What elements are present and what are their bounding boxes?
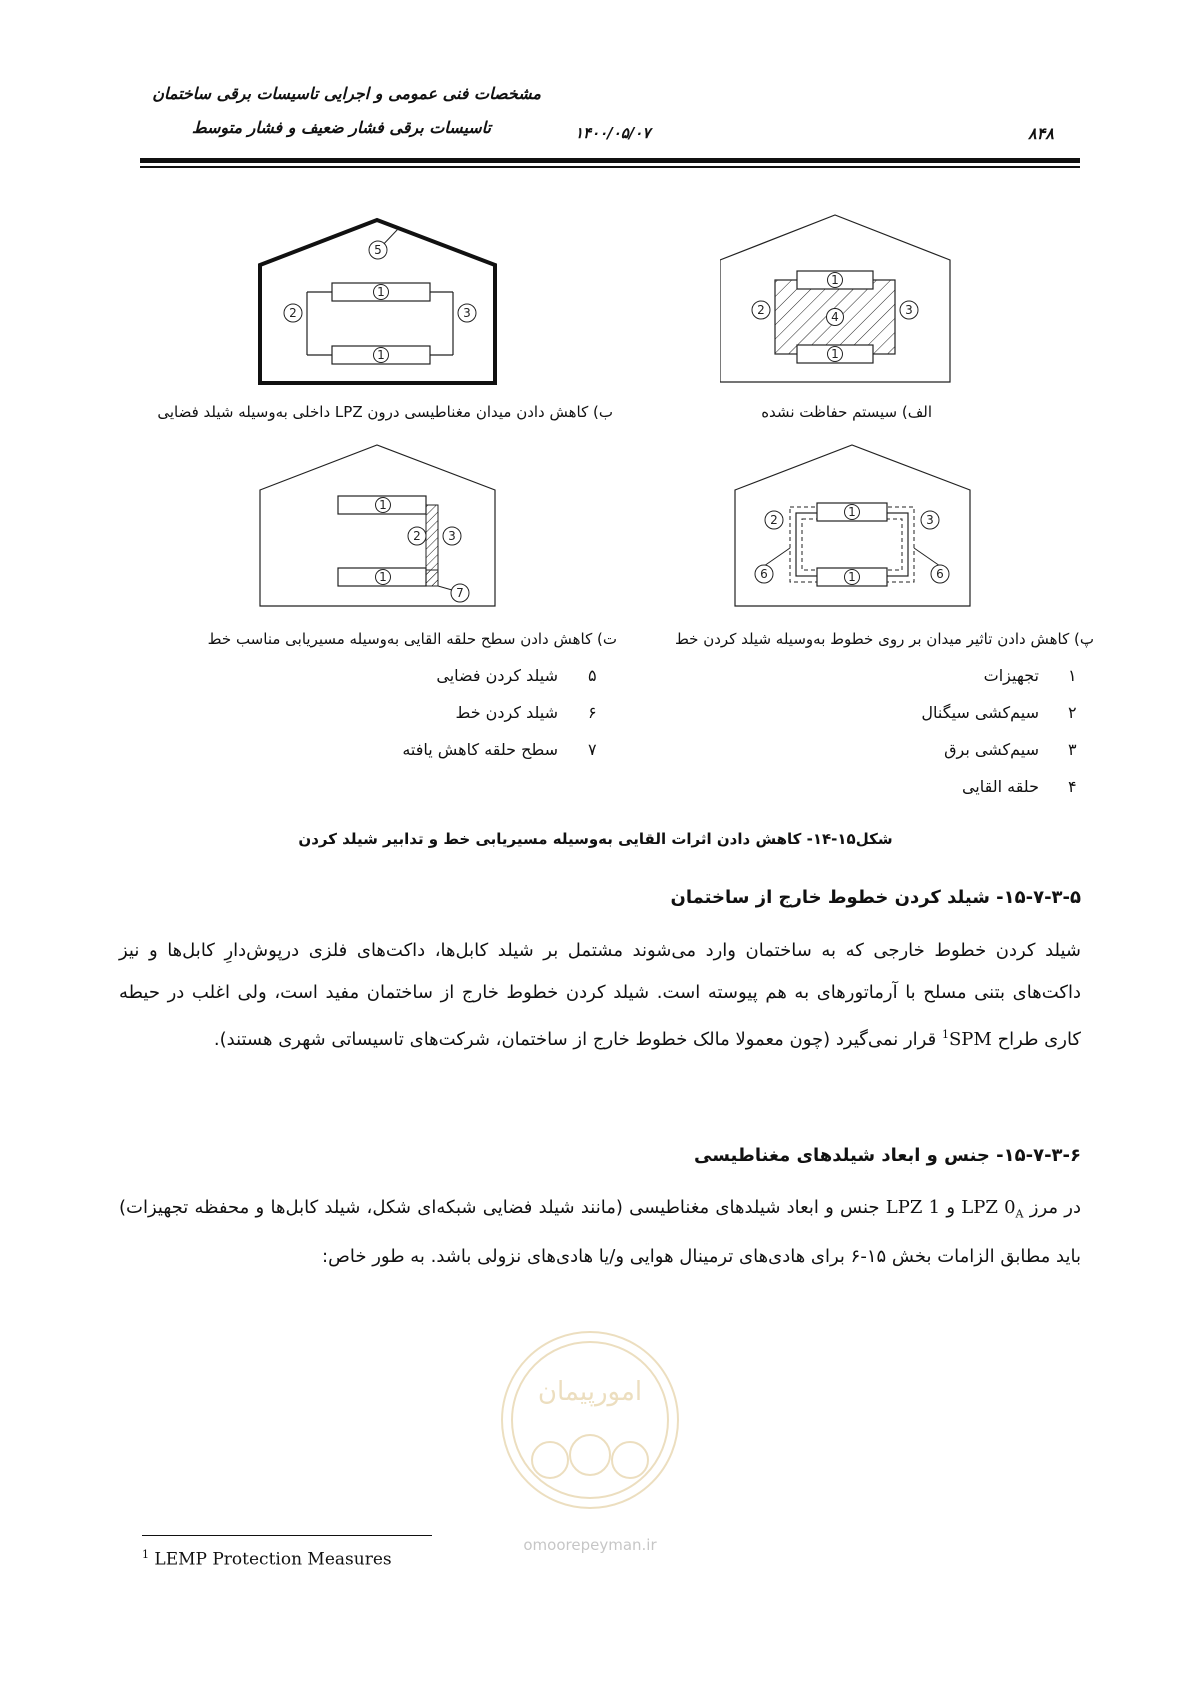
marker-equipment: 1 bbox=[379, 570, 387, 584]
marker-equipment: 1 bbox=[377, 285, 385, 299]
figure-panel-c bbox=[730, 440, 980, 612]
marker-induction-loop: 4 bbox=[831, 310, 839, 324]
footnote-number: 1 bbox=[142, 1548, 149, 1561]
section-heading: ۱۵-۷-۳-۶- جنس و ابعاد شیلدهای مغناطیسی bbox=[694, 1145, 1081, 1166]
marker-equipment: 1 bbox=[831, 273, 839, 287]
caption-panel-a: الف) سیستم حفاظت نشده bbox=[761, 403, 932, 421]
footnote bbox=[142, 1548, 392, 1570]
marker-power-wiring: 3 bbox=[448, 529, 456, 543]
marker-equipment: 1 bbox=[377, 348, 385, 362]
legend-text: سیم‌کشی برق bbox=[944, 740, 1039, 759]
legend-text: تجهیزات bbox=[983, 666, 1039, 685]
legend-number: ۲ bbox=[1068, 703, 1077, 722]
watermark-url: omoorepeyman.ir bbox=[523, 1536, 657, 1554]
header-rule-thin bbox=[140, 166, 1080, 168]
figure-caption: شکل۱۵-۱۴- کاهش دادن اثرات القایی به‌وسیله مسیریابی خط و تدابیر شیلد کردن bbox=[298, 830, 893, 848]
caption-panel-b: ب) کاهش دادن میدان مغناطیسی درون LPZ داخلی به‌وسیله شیلد فضایی bbox=[157, 403, 613, 421]
caption-panel-c: پ) کاهش دادن تاثیر میدان بر روی خطوط به‌وسیله شیلد کردن خط bbox=[674, 630, 1094, 648]
legend-number: ۷ bbox=[588, 740, 597, 759]
marker-signal-wiring: 2 bbox=[770, 513, 778, 527]
legend-number: ۱ bbox=[1068, 666, 1077, 685]
legend-text: حلقه القایی bbox=[961, 777, 1039, 796]
legend-number: ۶ bbox=[588, 703, 597, 722]
marker-line-shield: 6 bbox=[760, 567, 768, 581]
marker-equipment: 1 bbox=[848, 570, 856, 584]
figure-panel-d bbox=[255, 440, 505, 612]
marker-equipment: 1 bbox=[831, 347, 839, 361]
marker-equipment: 1 bbox=[848, 505, 856, 519]
footnote-ref: 1 bbox=[941, 1028, 949, 1041]
marker-line-shield: 6 bbox=[936, 567, 944, 581]
marker-power-wiring: 3 bbox=[463, 306, 471, 320]
legend-number: ۴ bbox=[1068, 777, 1077, 796]
zone-lpz1: LPZ 1 bbox=[885, 1197, 941, 1218]
page-number: ۸۴۸ bbox=[1028, 124, 1054, 143]
abbr-spm: $^1$SPM bbox=[941, 1028, 992, 1050]
header-rule-thick bbox=[140, 158, 1080, 163]
header-date: ۱۴۰۰/۰۵/۰۷ bbox=[575, 124, 651, 142]
section-heading: ۱۵-۷-۳-۵- شیلد کردن خطوط خارج از ساختمان bbox=[670, 887, 1081, 908]
figure-panel-b bbox=[255, 215, 505, 388]
legend-text: شیلد کردن خط bbox=[455, 703, 558, 722]
caption-panel-d: ت) کاهش دادن سطح حلقه القایی به‌وسیله مسیریابی مناسب خط bbox=[207, 630, 617, 648]
legend-text: سیم‌کشی سیگنال bbox=[921, 703, 1039, 722]
marker-reduced-loop: 7 bbox=[456, 586, 464, 600]
paragraph-text: و bbox=[946, 1197, 956, 1218]
footnote-rule bbox=[142, 1535, 432, 1536]
legend-number: ۳ bbox=[1068, 740, 1077, 759]
marker-power-wiring: 3 bbox=[905, 303, 913, 317]
paragraph bbox=[119, 1187, 1081, 1278]
zone-lpz0a: LPZ $0_A$ bbox=[961, 1197, 1024, 1221]
marker-signal-wiring: 2 bbox=[413, 529, 421, 543]
legend-text: سطح حلقه کاهش یافته bbox=[402, 740, 558, 759]
watermark-logo-text: امورپیمان bbox=[537, 1377, 643, 1407]
marker-signal-wiring: 2 bbox=[289, 306, 297, 320]
watermark-logo bbox=[490, 1320, 690, 1570]
legend-number: ۵ bbox=[588, 666, 597, 685]
paragraph bbox=[119, 930, 1081, 1061]
figure-panel-a bbox=[720, 210, 980, 388]
marker-equipment: 1 bbox=[379, 498, 387, 512]
paragraph-text: شیلد کردن خطوط خارجی که به ساختمان وارد می‌شوند مشتمل بر شیلد کابل‌ها، داکت‌های فلزی درپوش‌دارِ کابل‌ها و نیز داکت‌های بتنی مسلح با آرماتورهای به هم پیوسته است. شیلد کردن خطوط خارج از ساختمان مفید است، ولی اغلب در حیطه کاری طراح bbox=[119, 940, 1081, 1050]
footnote-text: LEMP Protection Measures bbox=[154, 1549, 392, 1570]
marker-signal-wiring: 2 bbox=[757, 303, 765, 317]
paragraph-text: جنس و ابعاد شیلدهای مغناطیسی (مانند شیلد فضایی شبکه‌ای شکل، شیلد کابل‌ها و محفظه تجهیزات) باید مطابق الزامات بخش ۱۵-۶ برای هادی‌های ترمینال هوایی و/یا هادی‌های نزولی باشد. به طور خاص: bbox=[119, 1197, 1081, 1267]
paragraph-text: قرار نمی‌گیرد (چون معمولا مالک خطوط خارج از ساختمان، شرکت‌های تاسیساتی شهری هستند). bbox=[213, 1029, 937, 1050]
running-title-line1: مشخصات فنی عمومی و اجرایی تاسیسات برقی ساختمان bbox=[152, 84, 541, 103]
marker-spatial-shield: 5 bbox=[374, 243, 382, 257]
paragraph-text: در مرز bbox=[1029, 1197, 1081, 1218]
legend-text: شیلد کردن فضایی bbox=[436, 666, 558, 685]
running-title-line2: تاسیسات برقی فشار ضعیف و فشار متوسط bbox=[191, 118, 491, 137]
marker-power-wiring: 3 bbox=[926, 513, 934, 527]
